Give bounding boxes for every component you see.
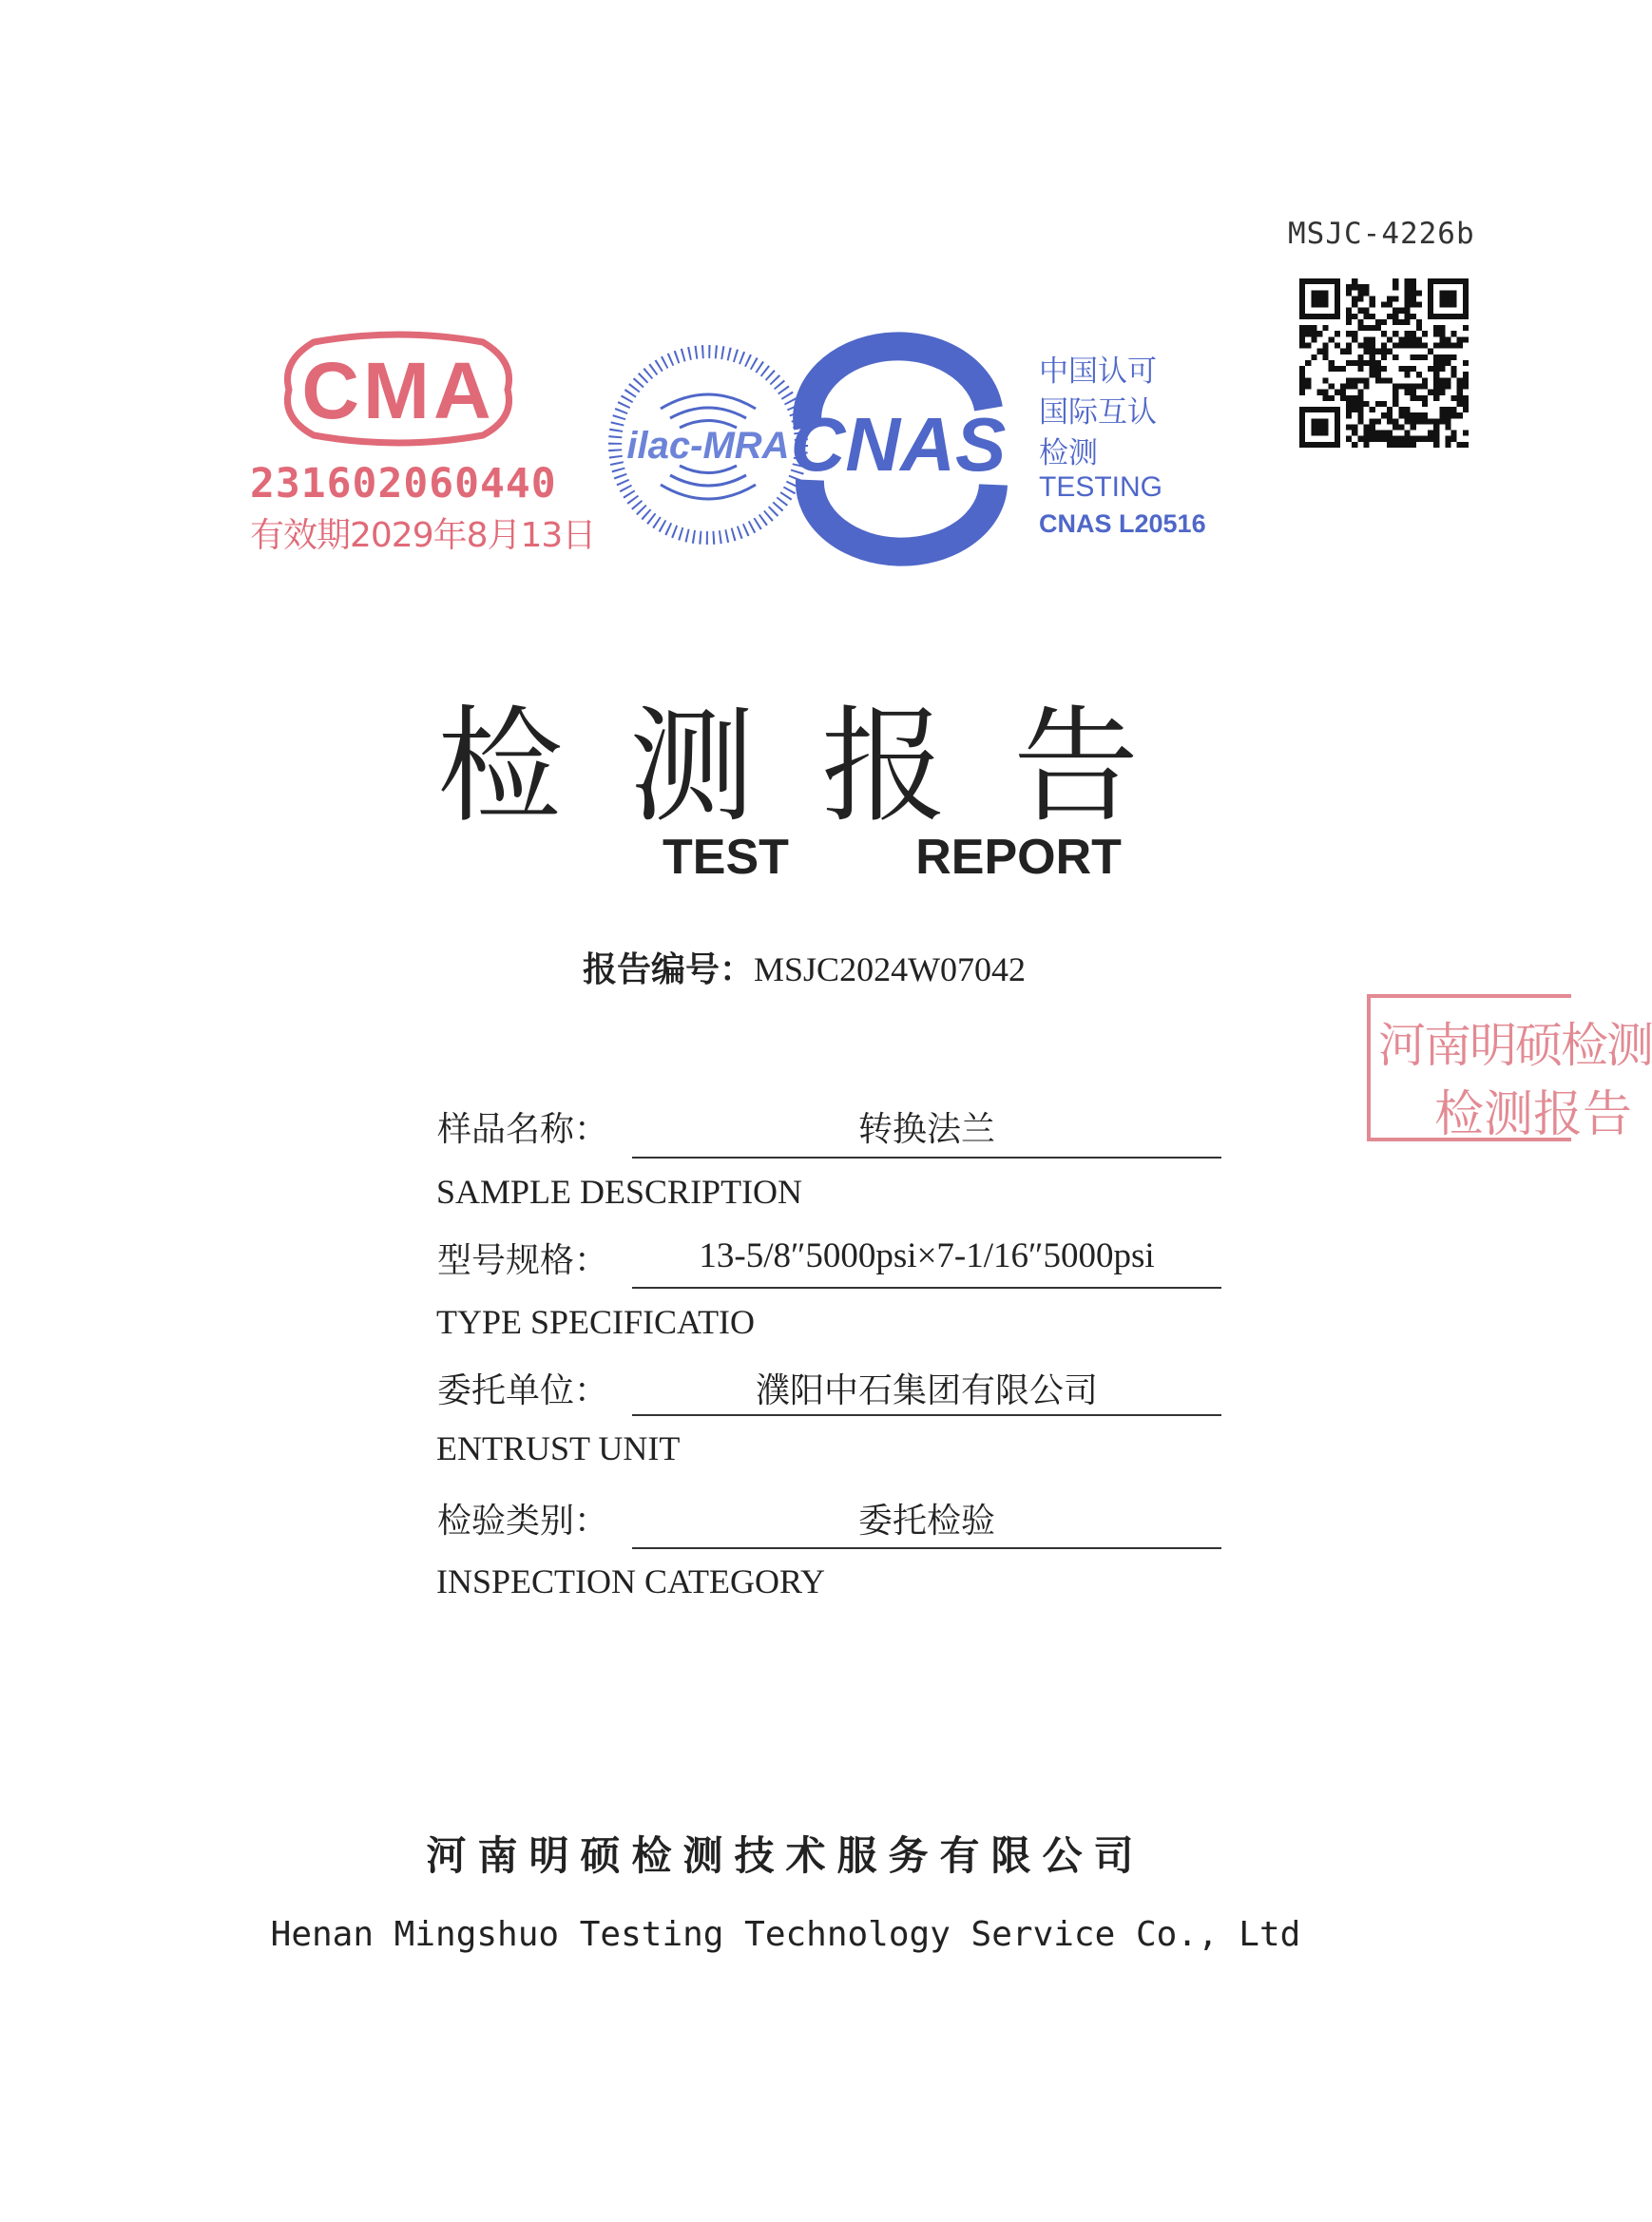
cnas-chinese-text (1039, 352, 1157, 474)
cnas-line2: 国际互认 (1039, 395, 1157, 430)
field-value: 濮阳中石集团有限公司 (755, 1371, 1098, 1410)
field-value: 委托检验 (857, 1502, 995, 1541)
field-english: SAMPLE DESCRIPTION (436, 1173, 803, 1211)
cnas-code: CNAS L20516 (1039, 509, 1206, 538)
cnas-line1: 中国认可 (1039, 354, 1157, 389)
cnas-logo-text: CNAS (790, 402, 1007, 487)
field-underline (632, 1157, 1221, 1159)
field-label: 样品名称： (437, 1110, 609, 1149)
report-number (583, 943, 1026, 991)
cnas-testing-text: TESTING (1039, 471, 1163, 503)
company-name-chinese: 河南明硕检测技术服务有限公司 (426, 1832, 1145, 1879)
ilac-mra-text: ilac-MRA (626, 425, 790, 467)
field-english: INSPECTION CATEGORY (436, 1562, 826, 1600)
cnas-line3: 检测 (1039, 436, 1098, 470)
field-english: TYPE SPECIFICATIO (436, 1303, 756, 1341)
field-underline (632, 1287, 1221, 1289)
field-underline (632, 1547, 1221, 1549)
side-seal-stamp (1367, 994, 1652, 1143)
field-underline (632, 1414, 1221, 1416)
company-name-english: Henan Mingshuo Testing Technology Service Co., Ltd (270, 1915, 1301, 1954)
field-label: 委托单位： (437, 1371, 609, 1410)
cnas-logo-icon (791, 346, 1007, 551)
field-value: 13-5/8″5000psi×7-1/16″5000psi (699, 1236, 1155, 1275)
field-english: ENTRUST UNIT (436, 1429, 681, 1467)
field-value: 转换法兰 (857, 1110, 995, 1149)
side-seal-line1: 河南明硕检测 (1378, 1018, 1652, 1073)
report-number-label: 报告编号： (583, 950, 755, 989)
title-english: TEST REPORT (663, 830, 1122, 885)
field-label: 检验类别： (437, 1502, 609, 1541)
field-label: 型号规格： (437, 1241, 609, 1280)
title-chinese: 检测报告 (437, 694, 1205, 840)
form-id: MSJC-4226b (1288, 217, 1475, 251)
cma-number: 231602060440 (250, 460, 557, 508)
cma-logo-text: CMA (301, 346, 495, 435)
ilac-mra-icon (615, 352, 801, 538)
qr-code-icon (1299, 278, 1469, 448)
cma-logo-icon (276, 333, 521, 445)
report-number-value: MSJC2024W07042 (754, 950, 1027, 988)
cma-validity: 有效期2029年8月13日 (250, 516, 596, 555)
side-seal-line2: 检测报告 (1434, 1086, 1633, 1143)
